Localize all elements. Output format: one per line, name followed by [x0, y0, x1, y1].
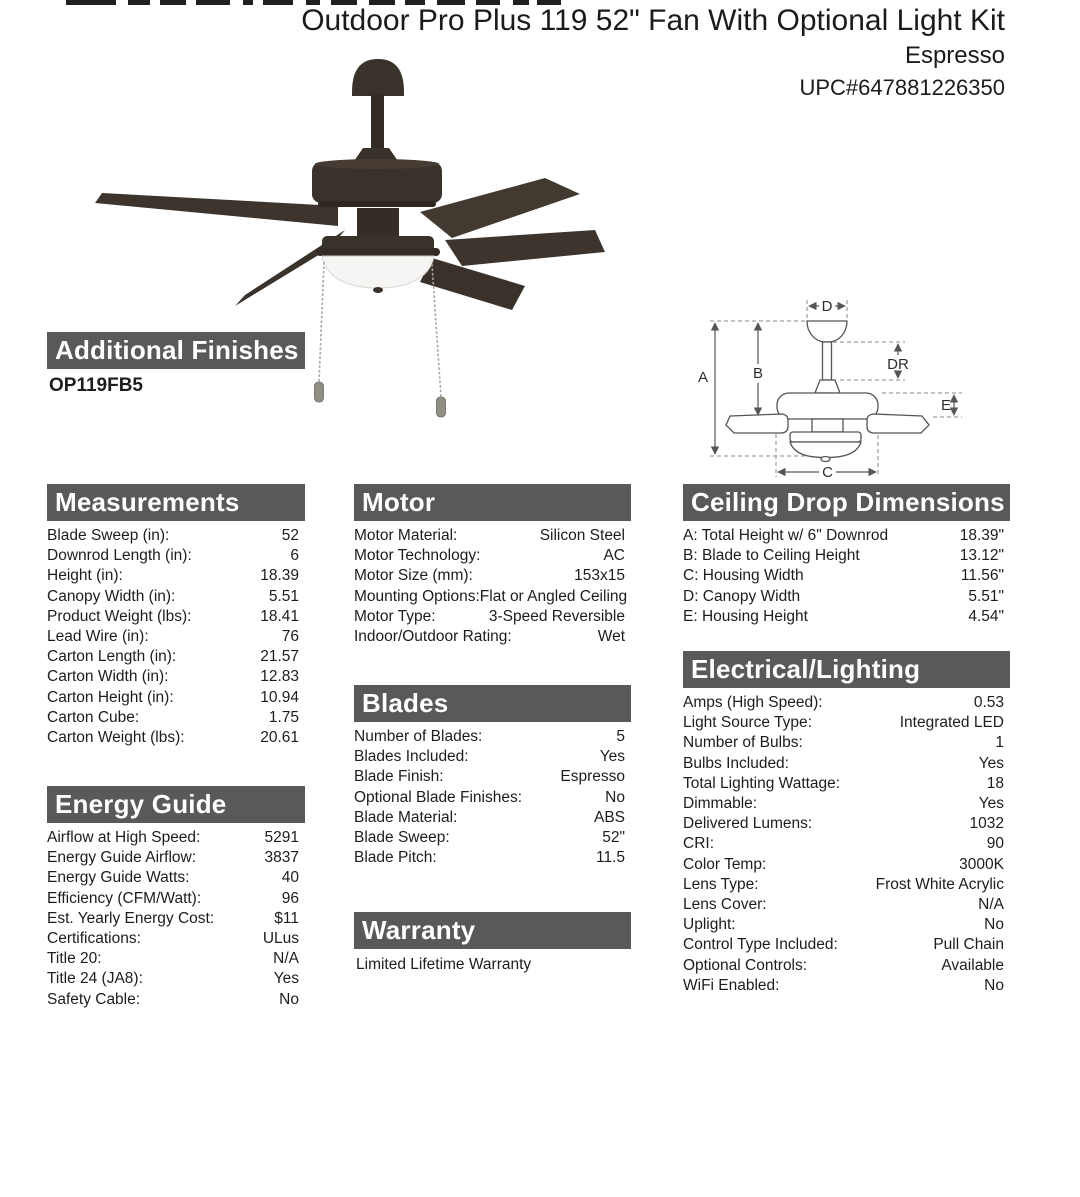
spec-label: Safety Cable: [47, 990, 141, 1008]
fan-canopy [352, 59, 404, 96]
spec-value: ULus [262, 930, 299, 948]
spec-label: Blade Sweep (in): [47, 527, 170, 544]
spec-row [354, 526, 625, 546]
spec-label: Blade Finish: [354, 768, 444, 786]
pull-chain-right-handle [437, 397, 446, 417]
spec-value: 20.61 [260, 729, 299, 747]
spec-row [683, 915, 1004, 935]
spec-value: 18.41 [260, 607, 299, 625]
section-header-warranty: Warranty [354, 912, 631, 949]
spec-row [354, 546, 625, 566]
dimension-diagram [690, 285, 1080, 485]
spec-value: 5 [616, 728, 625, 745]
spec-value: 5.51" [968, 587, 1004, 605]
spec-label: Carton Length (in): [47, 648, 177, 666]
spec-label: E: Housing Height [683, 607, 808, 625]
spec-label: Number of Blades: [354, 728, 483, 745]
spec-row [354, 788, 625, 808]
section-header-additional-finishes: Additional Finishes [47, 332, 305, 369]
spec-value: N/A [978, 896, 1004, 914]
blades-rows [354, 727, 631, 868]
spec-value: 0.53 [973, 694, 1004, 711]
fan-light-lens [322, 256, 434, 288]
spec-label: Mounting Options: [354, 587, 480, 605]
fan-blade [420, 178, 580, 238]
spec-row [354, 828, 625, 848]
section-header-measurements: Measurements [47, 484, 305, 521]
spec-label: Title 20: [47, 950, 102, 968]
spec-row [47, 929, 299, 949]
spec-row [354, 848, 625, 868]
section-motor [354, 484, 631, 647]
spec-value: 153x15 [574, 567, 625, 585]
dim-label-a: A [697, 369, 709, 386]
spec-value: AC [603, 547, 625, 565]
spec-label: Downrod Length (in): [47, 547, 192, 565]
warranty-text: Limited Lifetime Warranty [356, 956, 532, 973]
spec-value: Frost White Acrylic [875, 875, 1004, 893]
spec-row [47, 828, 299, 848]
spec-label: Product Weight (lbs): [47, 607, 192, 625]
spec-row [683, 526, 1004, 546]
finish-name: Espresso [904, 42, 1005, 69]
spec-value: Wet [597, 628, 625, 646]
spec-label: Control Type Included: [683, 936, 838, 954]
spec-label: Lens Type: [683, 875, 759, 893]
spec-value: 52" [602, 829, 625, 847]
spec-label: B: Blade to Ceiling Height [683, 547, 860, 565]
spec-row [683, 956, 1004, 976]
spec-label: C: Housing Width [683, 567, 804, 585]
spec-row [683, 774, 1004, 794]
spec-row [683, 566, 1004, 586]
section-header-ceiling-drop: Ceiling Drop Dimensions [683, 484, 1010, 521]
spec-label: Motor Technology: [354, 547, 481, 565]
fan-blade [95, 193, 338, 226]
spec-value: 18.39 [260, 567, 299, 585]
spec-label: Motor Size (mm): [354, 567, 473, 585]
spec-label: Est. Yearly Energy Cost: [47, 909, 215, 927]
spec-row [47, 526, 299, 546]
spec-label: Motor Material: [354, 527, 458, 544]
spec-label: Blades Included: [354, 748, 469, 766]
fan-downrod [371, 94, 384, 152]
spec-row [683, 587, 1004, 607]
pull-chain-left [319, 262, 324, 382]
finish-model-code: OP119FB5 [49, 375, 143, 396]
spec-row [683, 713, 1004, 733]
spec-row [683, 754, 1004, 774]
fan-finial [373, 287, 383, 293]
spec-value: 3000K [959, 855, 1004, 873]
section-ceiling-drop-dimensions [683, 484, 1010, 627]
spec-row [683, 895, 1004, 915]
spec-value: Yes [978, 795, 1004, 813]
spec-label: WiFi Enabled: [683, 976, 780, 994]
spec-label: Bulbs Included: [683, 754, 789, 772]
section-header-electrical-lighting: Electrical/Lighting [683, 651, 1010, 688]
spec-value: Yes [273, 970, 299, 988]
spec-value: $11 [274, 909, 299, 927]
spec-value: 21.57 [260, 648, 299, 666]
page-title: Outdoor Pro Plus 119 52" Fan With Optional Light Kit [301, 4, 1005, 37]
spec-value: 18.39" [959, 527, 1004, 544]
spec-row [47, 546, 299, 566]
spec-row [683, 607, 1004, 627]
spec-label: Total Lighting Wattage: [683, 774, 841, 792]
spec-value: 52 [281, 527, 299, 544]
spec-row [47, 667, 299, 687]
spec-row [47, 728, 299, 748]
spec-value: 3837 [264, 849, 299, 867]
spec-row [47, 566, 299, 586]
spec-value: 11.56" [960, 567, 1004, 585]
spec-label: Energy Guide Airflow: [47, 849, 197, 867]
spec-row [47, 909, 299, 929]
spec-value: 1.75 [268, 708, 299, 726]
spec-row [47, 688, 299, 708]
spec-row [683, 875, 1004, 895]
spec-value: Yes [978, 754, 1004, 772]
spec-row [683, 794, 1004, 814]
spec-label: Uplight: [683, 916, 736, 934]
measurements-rows [47, 526, 305, 748]
spec-label: Indoor/Outdoor Rating: [354, 628, 512, 646]
spec-row [683, 855, 1004, 875]
spec-row [683, 733, 1004, 753]
spec-row [47, 848, 299, 868]
spec-label: Number of Bulbs: [683, 734, 803, 752]
spec-label: Carton Weight (lbs): [47, 729, 185, 747]
spec-row [47, 607, 299, 627]
spec-label: Carton Cube: [47, 708, 140, 726]
section-warranty [354, 912, 631, 974]
spec-row [354, 727, 625, 747]
spec-label: Blade Material: [354, 808, 458, 826]
section-energy-guide [47, 786, 305, 1010]
spec-label: A: Total Height w/ 6" Downrod [683, 527, 889, 544]
spec-row [354, 587, 628, 607]
fan-hub [357, 208, 399, 236]
spec-row [47, 949, 299, 969]
spec-row [47, 990, 299, 1010]
spec-label: Height (in): [47, 567, 123, 585]
section-measurements [47, 484, 305, 748]
fan-blade [445, 230, 605, 266]
spec-value: Available [941, 956, 1004, 974]
spec-row [354, 607, 625, 627]
dim-label-c: C [822, 464, 833, 481]
dim-label-d: D [821, 298, 833, 315]
spec-value: No [605, 788, 625, 806]
spec-row [683, 546, 1004, 566]
motor-rows [354, 526, 631, 647]
spec-value: 5.51 [268, 587, 299, 605]
spec-value: No [279, 990, 299, 1008]
section-header-blades: Blades [354, 685, 631, 722]
spec-value: ABS [593, 808, 625, 826]
spec-value: No [984, 976, 1004, 994]
spec-label: Energy Guide Watts: [47, 869, 190, 887]
fan-blade [420, 258, 525, 310]
spec-label: Canopy Width (in): [47, 587, 176, 605]
spec-row [354, 566, 625, 586]
spec-value: 40 [281, 869, 299, 887]
ceiling-drop-rows [683, 526, 1010, 627]
spec-row [47, 587, 299, 607]
spec-value: 3-Speed Reversible [488, 607, 625, 625]
spec-value: Espresso [560, 768, 625, 786]
spec-row [354, 767, 625, 787]
spec-row [47, 868, 299, 888]
spec-label: CRI: [683, 835, 714, 853]
spec-row [683, 976, 1004, 996]
spec-row [47, 889, 299, 909]
spec-row [683, 693, 1004, 713]
pull-chain-left-handle [315, 382, 324, 402]
spec-label: Blade Sweep: [354, 829, 450, 847]
spec-value: 12.83 [260, 668, 299, 686]
spec-label: Carton Height (in): [47, 688, 174, 706]
spec-label: D: Canopy Width [683, 587, 801, 605]
spec-value: 4.54" [968, 607, 1004, 625]
spec-row [354, 808, 625, 828]
spec-label: Optional Controls: [683, 956, 808, 974]
energy-guide-rows [47, 828, 305, 1010]
dim-label-dr: DR [887, 356, 909, 373]
spec-row [354, 747, 625, 767]
spec-label: Dimmable: [683, 795, 758, 813]
section-electrical-lighting [683, 651, 1010, 996]
spec-row [683, 834, 1004, 854]
spec-label: Airflow at High Speed: [47, 829, 201, 846]
spec-value: 96 [281, 889, 299, 907]
spec-row [47, 627, 299, 647]
spec-value: Yes [599, 748, 625, 766]
section-header-energy-guide: Energy Guide [47, 786, 305, 823]
spec-value: Integrated LED [899, 714, 1004, 732]
dim-label-b: B [752, 365, 764, 382]
spec-value: No [984, 916, 1004, 934]
spec-label: Amps (High Speed): [683, 694, 823, 711]
spec-label: Delivered Lumens: [683, 815, 813, 833]
spec-label: Motor Type: [354, 607, 436, 625]
spec-row [354, 627, 625, 647]
spec-row [683, 935, 1004, 955]
spec-row [47, 647, 299, 667]
spec-value: Flat or Angled Ceiling [479, 587, 628, 605]
spec-value: 10.94 [260, 688, 299, 706]
spec-value: 13.12" [959, 547, 1004, 565]
electrical-rows [683, 693, 1010, 996]
upc-code: UPC#647881226350 [799, 75, 1005, 100]
spec-row [47, 708, 299, 728]
spec-value: Pull Chain [933, 936, 1004, 954]
spec-label: Title 24 (JA8): [47, 970, 143, 988]
spec-label: Light Source Type: [683, 714, 812, 732]
spec-value: 1 [995, 734, 1004, 752]
section-blades [354, 685, 631, 868]
spec-value: 76 [281, 628, 299, 646]
spec-value: 6 [290, 547, 299, 565]
spec-label: Carton Width (in): [47, 668, 169, 686]
spec-value: 11.5 [595, 849, 625, 867]
spec-label: Certifications: [47, 930, 141, 948]
spec-label: Efficiency (CFM/Watt): [47, 889, 202, 907]
spec-value: N/A [273, 950, 299, 968]
spec-label: Optional Blade Finishes: [354, 788, 523, 806]
section-additional-finishes [47, 332, 305, 397]
section-header-motor: Motor [354, 484, 631, 521]
spec-value: 5291 [264, 829, 299, 846]
spec-row [47, 969, 299, 989]
spec-value: 90 [986, 835, 1004, 853]
spec-value: 18 [986, 774, 1004, 792]
dim-label-e: E [940, 397, 952, 414]
spec-label: Blade Pitch: [354, 849, 437, 867]
spec-value: Silicon Steel [539, 527, 625, 544]
spec-row [683, 814, 1004, 834]
spec-label: Lens Cover: [683, 896, 767, 914]
spec-value: 1032 [969, 815, 1004, 833]
spec-label: Lead Wire (in): [47, 628, 149, 646]
spec-label: Color Temp: [683, 855, 767, 873]
